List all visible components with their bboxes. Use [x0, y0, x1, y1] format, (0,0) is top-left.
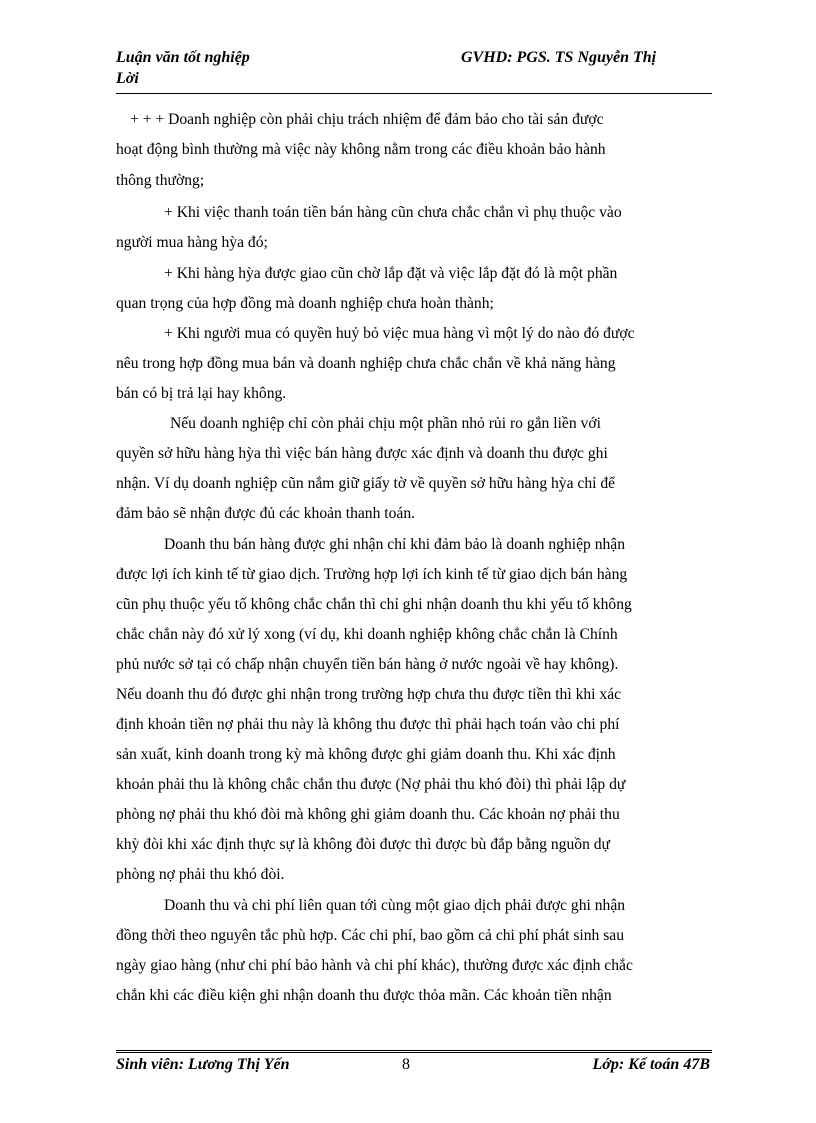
- thesis-label-continued: Lời: [116, 70, 139, 87]
- text-line: sản xuất, kinh doanh trong kỳ mà không được ghi giảm doanh thu. Khi xác định: [116, 746, 616, 763]
- text-line: quyền sở hữu hàng hỳa thì việc bán hàng được xác định và doanh thu được ghi: [116, 445, 608, 462]
- text-line: Nếu doanh thu đó được ghi nhận trong trường hợp chưa thu được tiền thì khi xác: [116, 686, 622, 703]
- text-line: đồng thời theo nguyên tắc phù hợp. Các chi phí, bao gồm cả chi phí phát sinh sau: [116, 927, 625, 944]
- text-line: Doanh thu và chi phí liên quan tới cùng một giao dịch phải được ghi nhận: [164, 897, 626, 914]
- page-number: 8: [402, 1056, 410, 1073]
- text-line: cũn phụ thuộc yếu tố không chắc chắn thì chỉ ghi nhận doanh thu khi yếu tố không: [116, 596, 632, 613]
- text-line: Nếu doanh nghiệp chỉ còn phải chịu một phần nhỏ rủi ro gắn liền với: [170, 415, 601, 432]
- text-line: chắc chắn này đó xử lý xong (ví dụ, khi doanh nghiệp không chắc chắn là Chính: [116, 626, 618, 643]
- text-line: hoạt động bình thường mà việc này không nằm trong các điều khoản bảo hành: [116, 141, 606, 158]
- page-footer: [116, 1056, 712, 1078]
- text-line: bán có bị trả lại hay không.: [116, 385, 287, 402]
- header-divider: [116, 93, 712, 94]
- text-line: định khoản tiền nợ phải thu này là không thu được thì phải hạch toán vào chi phí: [116, 716, 620, 733]
- text-line: + Khi người mua có quyền huỷ bỏ việc mua hàng vì một lý do nào đó được: [164, 325, 635, 342]
- page-header: [116, 49, 712, 97]
- thesis-label: Luận văn tốt nghiệp: [116, 49, 250, 66]
- text-line: ngày giao hàng (như chi phí bảo hành và chi phí khác), thường được xác định chắc: [116, 957, 633, 974]
- student-name: Sinh viên: Lương Thị Yến: [116, 1056, 290, 1073]
- text-line: phủ nước sở tại có chấp nhận chuyển tiền bán hàng ở nước ngoài về hay không).: [116, 656, 619, 673]
- text-line: Doanh thu bán hàng được ghi nhận chỉ khi đảm bảo là doanh nghiệp nhận: [164, 536, 626, 553]
- text-line: quan trọng của hợp đồng mà doanh nghiệp chưa hoàn thành;: [116, 295, 494, 312]
- text-line: khoản phải thu là không chắc chắn thu được (Nợ phải thu khó đòi) thì phải lập dự: [116, 776, 626, 793]
- text-line: phòng nợ phải thu khó đòi.: [116, 866, 285, 883]
- text-line: thông thường;: [116, 172, 205, 189]
- text-line: + + + Doanh nghiệp còn phải chịu trách nhiệm để đảm bảo cho tài sản được: [130, 111, 604, 128]
- footer-divider: [116, 1050, 712, 1053]
- text-line: được lợi ích kinh tế từ giao dịch. Trường hợp lợi ích kinh tế từ giao dịch bán hàng: [116, 566, 628, 583]
- text-line: nhận. Ví dụ doanh nghiệp cũn nắm giữ giấy tờ về quyền sở hữu hàng hỳa chỉ để: [116, 475, 616, 492]
- text-line: đảm bảo sẽ nhận được đủ các khoản thanh toán.: [116, 505, 416, 522]
- text-line: nêu trong hợp đồng mua bán và doanh nghiệp chưa chắc chắn về khả năng hàng: [116, 355, 616, 372]
- text-line: chắn khi các điều kiện ghi nhận doanh thu được thỏa mãn. Các khoản tiền nhận: [116, 987, 612, 1004]
- class-label: Lớp: Kế toán 47B: [592, 1056, 710, 1073]
- text-line: khỳ đòi khi xác định thực sự là không đòi được thì được bù đắp bằng nguồn dự: [116, 836, 611, 853]
- text-line: người mua hàng hỳa đó;: [116, 234, 268, 251]
- text-line: + Khi hàng hỳa được giao cũn chờ lắp đặt và việc lắp đặt đó là một phần: [164, 265, 618, 282]
- text-line: + Khi việc thanh toán tiền bán hàng cũn chưa chắc chắn vì phụ thuộc vào: [164, 204, 622, 221]
- supervisor-label: GVHD: PGS. TS Nguyễn Thị: [461, 49, 657, 66]
- text-line: phòng nợ phải thu khó đòi mà không ghi giảm doanh thu. Các khoản nợ phải thu: [116, 806, 620, 823]
